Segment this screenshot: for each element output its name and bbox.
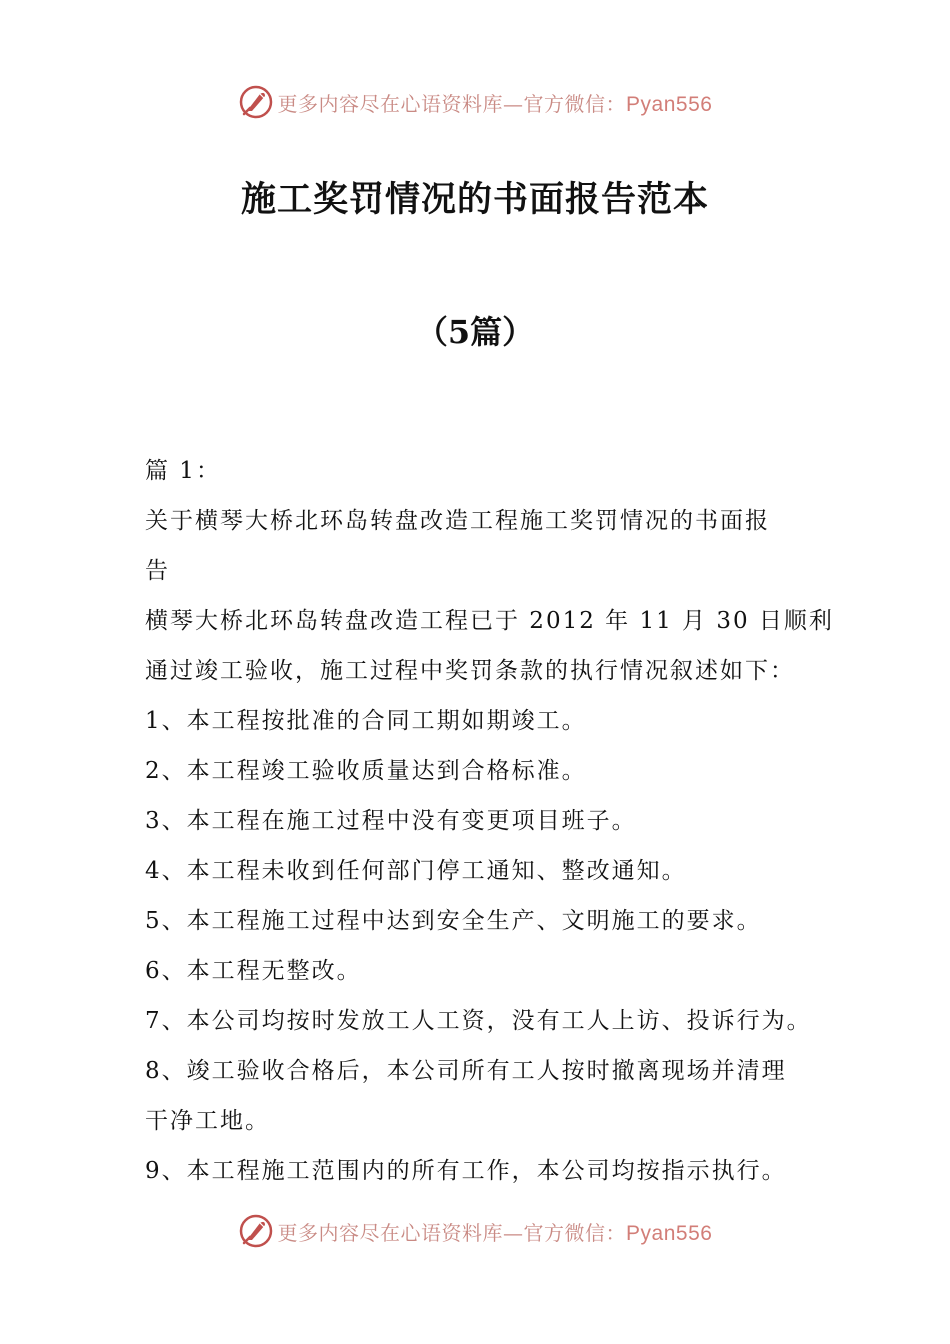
- watermark-account: Pyan556: [626, 1221, 713, 1245]
- list-item-7: 7、本公司均按时发放工人工资，没有工人上访、投诉行为。: [145, 1008, 812, 1034]
- list-item-3: 3、本工程在施工过程中没有变更项目班子。: [145, 808, 637, 834]
- list-item-8-line-2: 干净工地。: [145, 1108, 270, 1134]
- section-heading: 篇 1：: [145, 458, 221, 484]
- quill-pen-logo-icon: [238, 1213, 274, 1249]
- watermark-dash: —: [503, 1220, 524, 1245]
- watermark-brand: 更多内容尽在心语资料库: [277, 1220, 504, 1245]
- watermark-text: [278, 88, 713, 117]
- list-item-8-line-1: 8、竣工验收合格后，本公司所有工人按时撤离现场并清理: [145, 1058, 787, 1084]
- list-item-4: 4、本工程未收到任何部门停工通知、整改通知。: [145, 858, 687, 884]
- list-item-5: 5、本工程施工过程中达到安全生产、文明施工的要求。: [145, 908, 762, 934]
- document-body: [145, 446, 834, 1196]
- list-item-6: 6、本工程无整改。: [145, 958, 362, 984]
- list-item-9: 9、本工程施工范围内的所有工作，本公司均按指示执行。: [145, 1158, 787, 1184]
- watermark-brand: 更多内容尽在心语资料库: [277, 91, 504, 116]
- intro-paragraph-line-2: 通过竣工验收，施工过程中奖罚条款的执行情况叙述如下：: [145, 658, 795, 684]
- header-watermark: [0, 82, 950, 122]
- list-item-1: 1、本工程按批准的合同工期如期竣工。: [145, 708, 587, 734]
- document-title: 施工奖罚情况的书面报告范本: [240, 179, 709, 220]
- watermark-label: 官方微信：: [523, 91, 627, 116]
- report-heading-line-1: 关于横琴大桥北环岛转盘改造工程施工奖罚情况的书面报: [145, 508, 770, 534]
- document-subtitle: （5篇）: [415, 313, 535, 351]
- quill-pen-logo-icon: [238, 84, 274, 120]
- watermark-label: 官方微信：: [523, 1220, 627, 1245]
- watermark-text: [278, 1217, 713, 1246]
- watermark-account: Pyan556: [626, 92, 713, 116]
- watermark-dash: —: [503, 91, 524, 116]
- footer-watermark: [0, 1211, 950, 1251]
- list-item-2: 2、本工程竣工验收质量达到合格标准。: [145, 758, 587, 784]
- report-heading-line-2: 告: [145, 558, 170, 584]
- intro-paragraph-line-1: 横琴大桥北环岛转盘改造工程已于 2012 年 11 月 30 日顺利: [145, 608, 834, 634]
